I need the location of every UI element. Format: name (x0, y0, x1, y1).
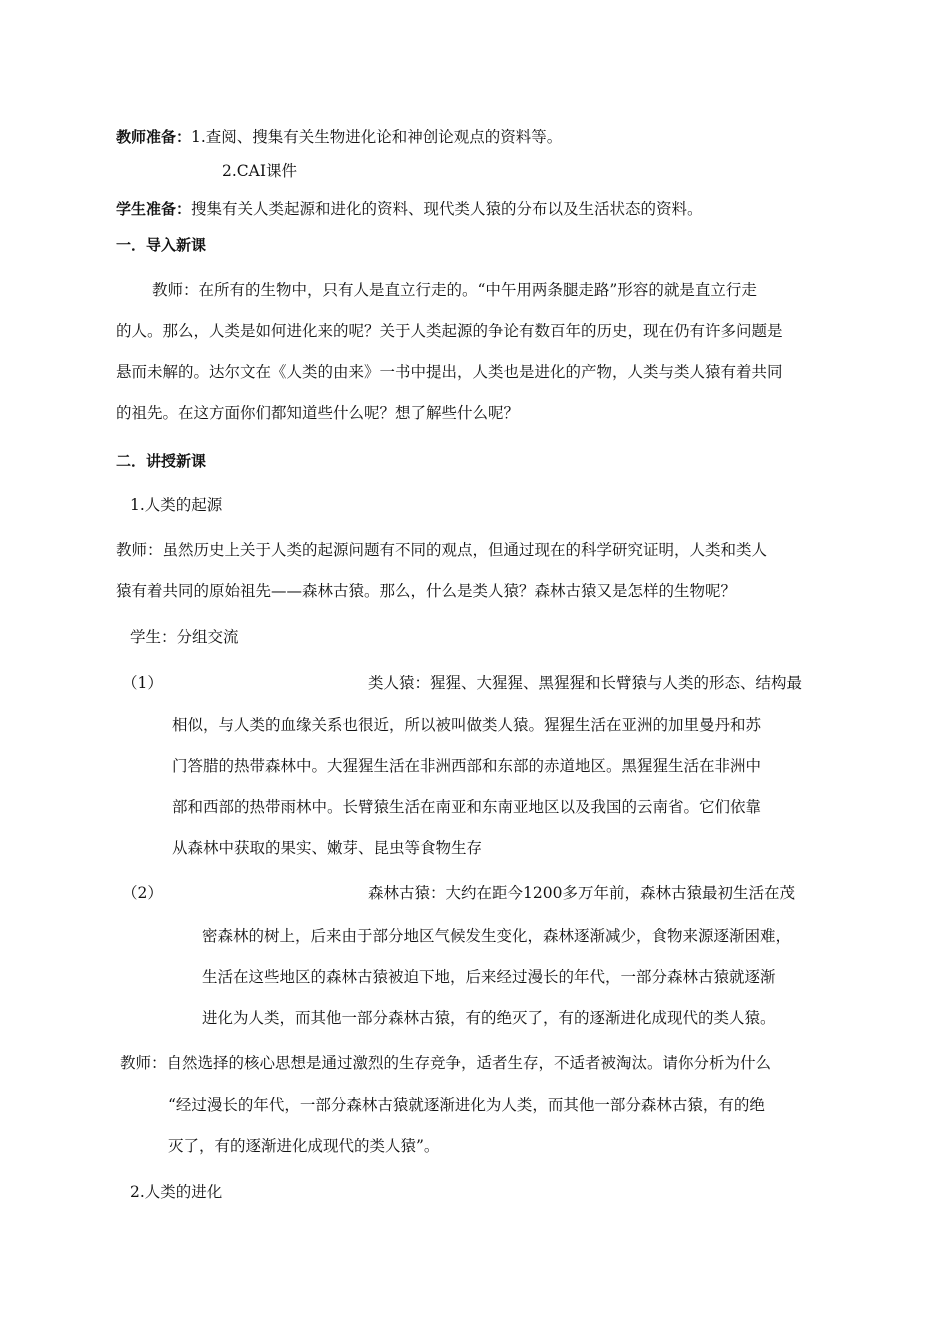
item-2-line-3: 生活在这些地区的森林古猿被迫下地，后来经过漫长的年代，一部分森林古猿就逐渐 (202, 968, 776, 986)
teacher-prep-line (116, 126, 562, 148)
teacher2-line-3: 灭了，有的逐渐进化成现代的类人猿”。 (168, 1137, 440, 1155)
teacher-prep-item-1: 1.查阅、搜集有关生物进化论和神创论观点的资料等。 (191, 128, 563, 146)
section-2-heading: 二．讲授新课 (116, 452, 207, 470)
subheading-evolution: 2.人类的进化 (130, 1183, 223, 1201)
section-1-line-3: 悬而未解的。达尔文在《人类的由来》一书中提出，人类也是进化的产物，人类与类人猿有着共同 (116, 363, 783, 381)
item-1-line-1: 类人猿：猩猩、大猩猩、黑猩猩和长臂猿与人类的形态、结构最 (368, 674, 803, 692)
item-2-line-2: 密森林的树上，后来由于部分地区气候发生变化，森林逐渐减少，食物来源逐渐困难， (202, 927, 792, 945)
teacher-prep-label: 教师准备： (116, 128, 192, 146)
item-1-line-2: 相似，与人类的血缘关系也很近，所以被叫做类人猿。猩猩生活在亚洲的加里曼丹和苏 (172, 716, 762, 734)
teacher-prep-item-2: 2.CAI课件 (222, 162, 297, 180)
section-1-line-2: 的人。那么，人类是如何进化来的呢？关于人类起源的争论有数百年的历史，现在仍有许多问题是 (116, 322, 783, 340)
section-1-line-4: 的祖先。在这方面你们都知道些什么呢？想了解些什么呢？ (116, 404, 520, 422)
item-2-line-4: 进化为人类，而其他一部分森林古猿，有的绝灭了，有的逐渐进化成现代的类人猿。 (202, 1009, 776, 1027)
subheading-origin: 1.人类的起源 (130, 496, 223, 514)
student-line: 学生：分组交流 (130, 628, 239, 646)
item-1-line-4: 部和西部的热带雨林中。长臂猿生活在南亚和东南亚地区以及我国的云南省。它们依靠 (172, 798, 762, 816)
item-1-line-5: 从森林中获取的果实、嫩芽、昆虫等食物生存 (172, 839, 483, 857)
teacher-line-1: 教师：虽然历史上关于人类的起源问题有不同的观点，但通过现在的科学研究证明，人类和类人 (116, 541, 768, 559)
teacher2-line-1: 教师：自然选择的核心思想是通过激烈的生存竞争，适者生存，不适者被淘汰。请你分析为什么 (120, 1054, 772, 1072)
teacher-line-2: 猿有着共同的原始祖先——森林古猿。那么，什么是类人猿？森林古猿又是怎样的生物呢？ (116, 582, 737, 600)
item-2-line-1: 森林古猿：大约在距今1200多万年前，森林古猿最初生活在茂 (368, 884, 795, 902)
student-prep-label: 学生准备： (116, 200, 192, 218)
student-prep-text: 搜集有关人类起源和进化的资料、现代类人猿的分布以及生活状态的资料。 (191, 200, 703, 218)
item-1-line-3: 门答腊的热带森林中。大猩猩生活在非洲西部和东部的赤道地区。黑猩猩生活在非洲中 (172, 757, 762, 775)
section-1-line-1: 教师：在所有的生物中，只有人是直立行走的。“中午用两条腿走路”形容的就是直立行走 (152, 281, 757, 299)
student-prep-line (116, 198, 703, 220)
item-2-number: （2） (122, 884, 163, 902)
item-1-number: （1） (122, 674, 163, 692)
teacher2-line-2: “经过漫长的年代，一部分森林古猿就逐渐进化为人类，而其他一部分森林古猿，有的绝 (168, 1096, 765, 1114)
section-1-heading: 一．导入新课 (116, 236, 207, 254)
